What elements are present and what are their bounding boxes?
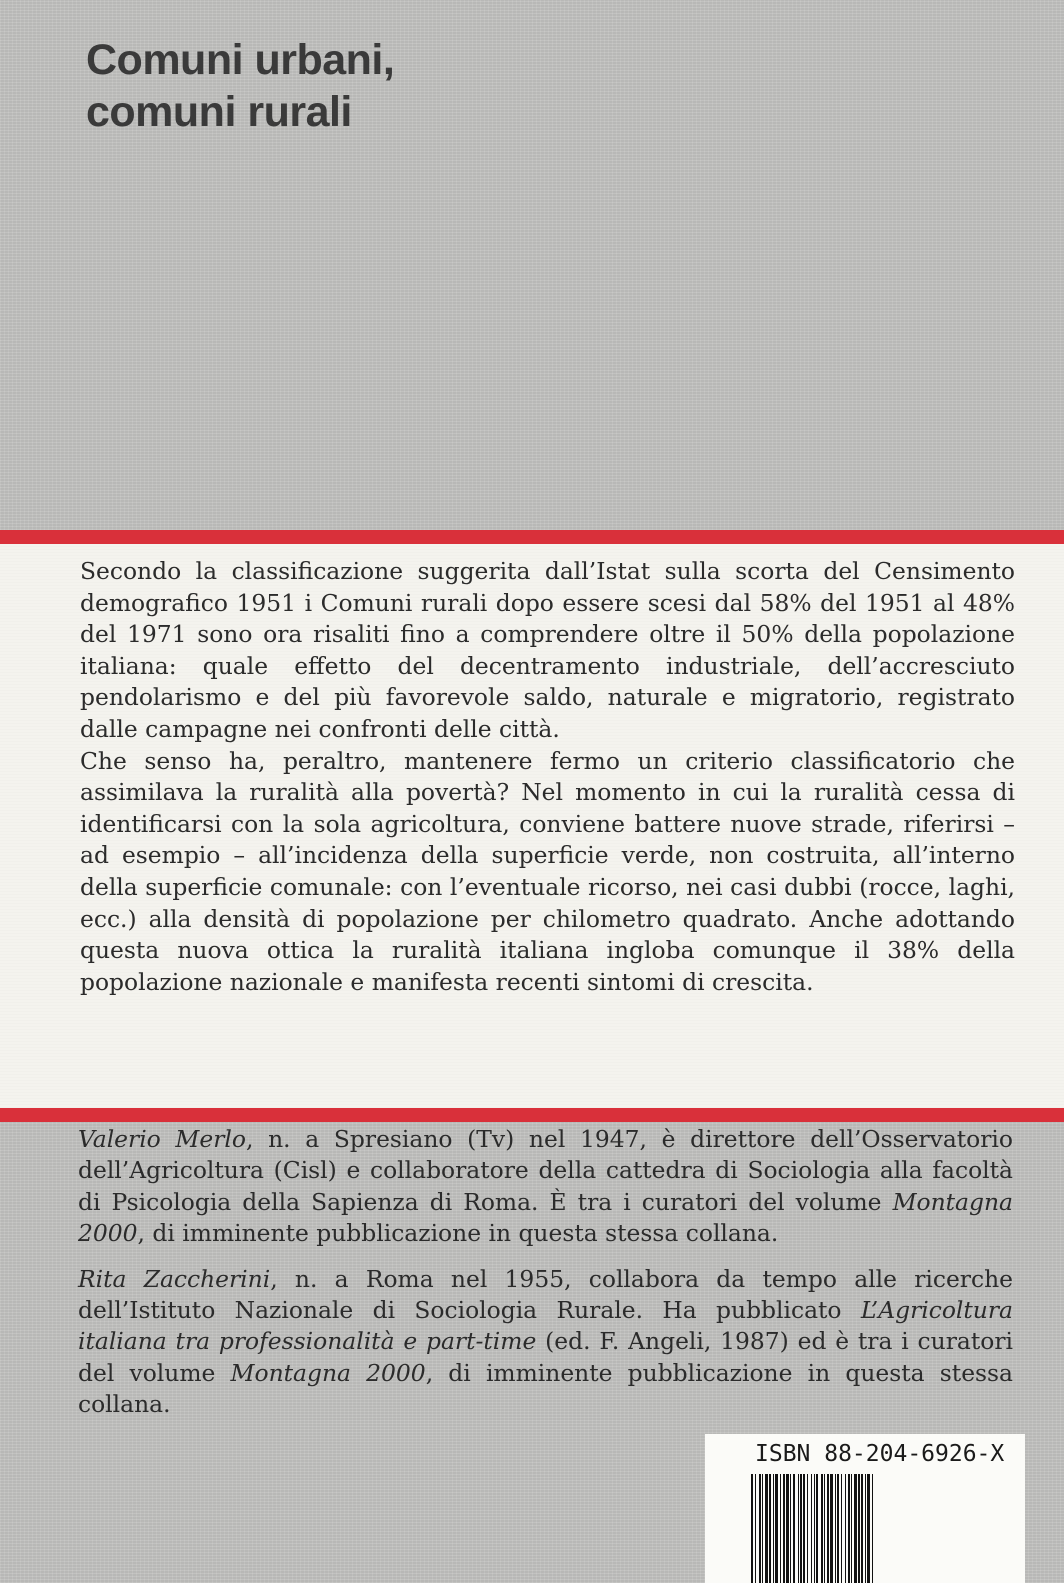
- bottom-red-rule: [0, 1108, 1064, 1122]
- author-bio-1: [78, 1124, 1013, 1250]
- author-name-2: Rita Zaccherini: [78, 1264, 271, 1293]
- title-line-2: comuni rurali: [86, 88, 352, 136]
- author-bio-2: [78, 1264, 1013, 1421]
- author-bio-1-text-1: , n. a Spresiano (Tv) nel 1947, è direttore dell’Osservatorio dell’Agricoltura (Cisl) e collaboratore della cattedra di Sociologia alla facoltà di Psicologia della Sapienza di Roma. È tra i curatori del volume: [78, 1125, 1013, 1216]
- title-line-1: Comuni urbani,: [86, 36, 395, 84]
- isbn-number: ISBN 88-204-6926-X: [755, 1441, 1005, 1467]
- blurb-paragraph-1: Secondo la classificazione suggerita dall’Istat sulla scorta del Censimento demografico 1951 i Comuni rurali dopo essere scesi dal 58% del 1951 al 48% del 1971 sono ora risaliti fino a comprendere oltre il 50% della popolazione italiana: quale effetto del decentramento industriale, dell’accresciuto pendolarismo e del più favorevole saldo, naturale e migratorio, registrato dalle campagne nei confronti delle città.: [80, 557, 1015, 743]
- author-bio-2-text-1: , n. a Roma nel 1955, collabora da tempo alle ricerche dell’Istituto Nazionale di Sociologia Rurale. Ha pubblicato: [78, 1264, 1013, 1325]
- author-bio-2-book-1: L’Agricoltura italiana tra professionalità e part-time: [78, 1296, 1013, 1356]
- blurb-text: [80, 556, 1015, 998]
- author-bio-2-book-2: Montagna 2000: [230, 1358, 426, 1387]
- author-name-1: Valerio Merlo: [78, 1125, 246, 1153]
- author-bio-1-book: Montagna 2000: [78, 1187, 1013, 1248]
- barcode-icon: [751, 1474, 1001, 1583]
- author-bio-2-text-3: , di imminente pubblicazione in questa stessa collana.: [78, 1358, 1013, 1419]
- top-red-rule: [0, 530, 1064, 544]
- barcode-panel: [705, 1434, 1025, 1583]
- author-bio-1-text-2: , di imminente pubblicazione in questa stessa collana.: [137, 1219, 779, 1248]
- book-title: [86, 34, 394, 138]
- author-bios: [78, 1124, 1013, 1435]
- author-bio-2-text-2: (ed. F. Angeli, 1987) ed è tra i curatori del volume: [78, 1327, 1013, 1387]
- blurb-paragraph-2: Che senso ha, peraltro, mantenere fermo un criterio classificatorio che assimilava la ruralità alla povertà? Nel momento in cui la ruralità cessa di identificarsi con la sola agricoltura, conviene battere nuove strade, riferirsi – ad esempio – all’incidenza della superficie verde, non costruita, all’interno della superficie comunale: con l’eventuale ricorso, nei casi dubbi (rocce, laghi, ecc.) alla densità di popolazione per chilometro quadrato. Anche adottando questa nuova ottica la ruralità italiana ingloba comunque il 38% della popolazione nazionale e manifesta recenti sintomi di crescita.: [80, 746, 1015, 996]
